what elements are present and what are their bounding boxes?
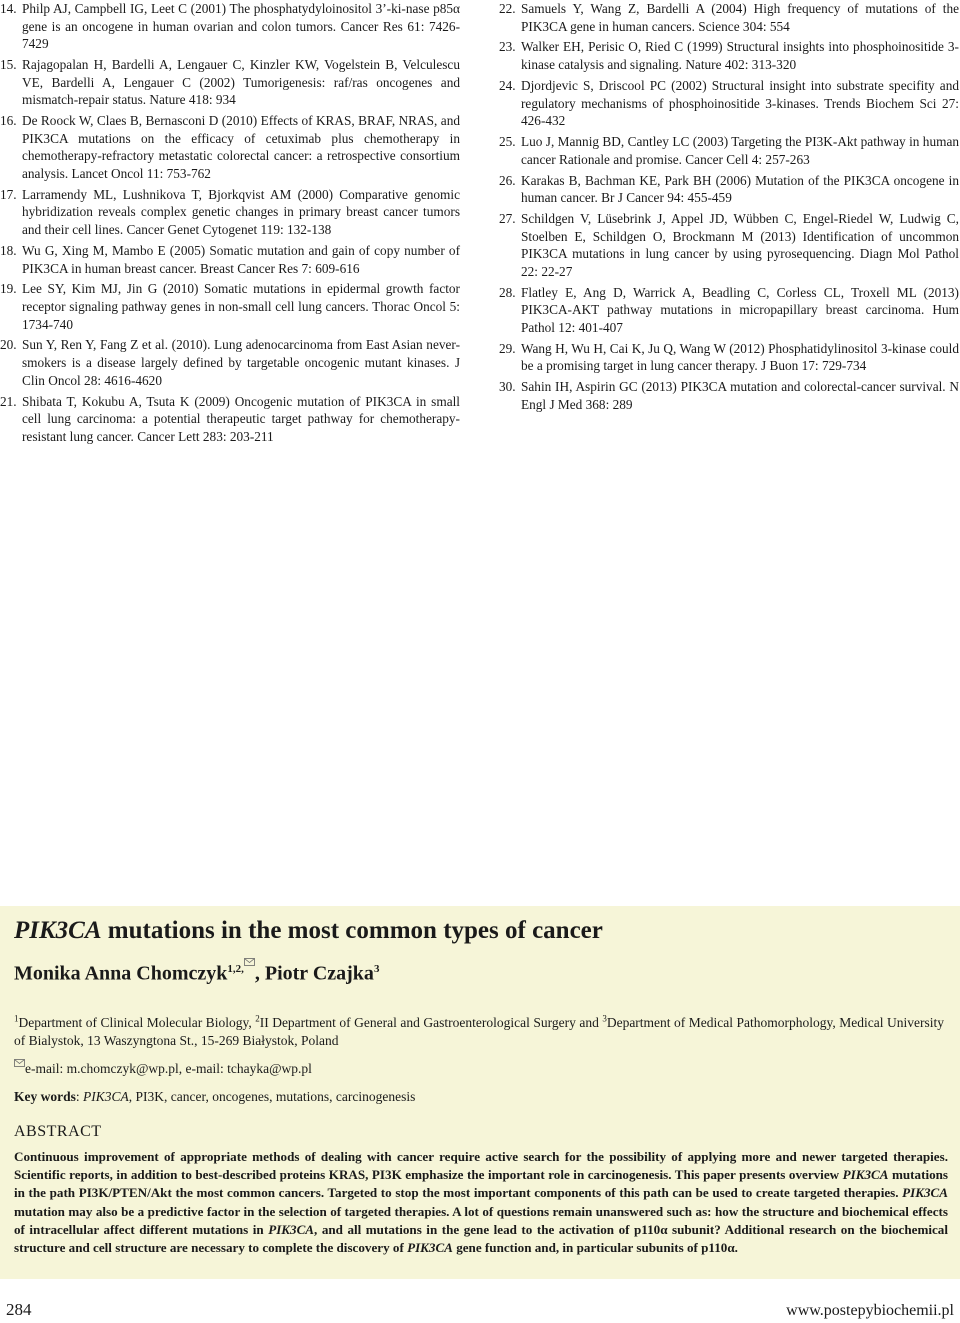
- reference-item: [499, 378, 959, 413]
- reference-text: Karakas B, Bachman KE, Park BH (2006) Mutation of the PIK3CA oncogene in human cancer. Br J Cancer 94: 455-459: [521, 172, 959, 206]
- title-gene: PIK3CA: [14, 917, 102, 944]
- reference-item: [0, 280, 460, 333]
- reference-text: Sahin IH, Aspirin GC (2013) PIK3CA mutation and colorectal-cancer survival. N Engl J Med 368: 289: [521, 379, 959, 412]
- reference-item: [0, 393, 460, 446]
- reference-text: Rajagopalan H, Bardelli A, Lengauer C, Kinzler KW, Vogelstein B, Velculescu VE, Bardelli A, Lengauer C (2002) Tumorigenesis: raf/ras oncogenes and mismatch-repair status. Nature 418: 934: [22, 57, 460, 108]
- reference-number: 30.: [499, 379, 516, 395]
- reference-item: [499, 284, 959, 337]
- affiliation-marker: 3: [602, 1013, 607, 1024]
- reference-number: 22.: [499, 1, 516, 16]
- reference-item: [0, 186, 460, 239]
- reference-item: [499, 77, 959, 130]
- email-text: e-mail: m.chomczyk@wp.pl, e-mail: tchayka@wp.pl: [25, 1061, 312, 1076]
- author-affiliation-marks: 1,2,: [227, 963, 255, 975]
- reference-text: Shibata T, Kokubu A, Tsuta K (2009) Oncogenic mutation of PIK3CA in small cell lung carcinoma: a potential therapeutic target pathway for chemotherapy-resistant lung cancer. Cancer Lett 283: 203-211: [22, 393, 460, 444]
- affiliation-text: Department of Clinical Molecular Biology,: [18, 1015, 256, 1030]
- reference-item: [499, 0, 959, 35]
- article-abstract-box: [0, 906, 960, 1279]
- affiliations: [14, 1014, 944, 1050]
- author-affiliation-marks: 3: [373, 963, 380, 975]
- affiliation-text: II Department of General and Gastroenterological Surgery and: [259, 1015, 603, 1030]
- reference-item: [0, 112, 460, 182]
- reference-item: [499, 133, 959, 168]
- reference-text: Samuels Y, Wang Z, Bardelli A (2004) High frequency of mutations of the PIK3CA gene in human cancers. Science 304: 554: [521, 1, 959, 34]
- reference-text: De Roock W, Claes B, Bernasconi D (2010) Effects of KRAS, BRAF, NRAS, and PIK3CA mutations on the efficacy of cetuximab plus chemotherapy in chemotherapy-refractory metastatic colorectal cancer: a retrospective consortium analysis. Lancet Oncol 11: 753-762: [22, 113, 460, 181]
- reference-number: 18.: [0, 242, 17, 258]
- reference-number: 27.: [499, 211, 516, 227]
- reference-text: Flatley E, Ang D, Warrick A, Beadling C, Corless CL, Troxell ML (2013) PIK3CA-AKT pathway mutations in micropapillary breast carcinoma. Hum Pathol 12: 401-407: [521, 284, 959, 335]
- abstract-heading: ABSTRACT: [14, 1123, 102, 1140]
- reference-number: 25.: [499, 134, 516, 150]
- reference-number: 20.: [0, 337, 17, 353]
- references-right-column: [499, 0, 959, 417]
- reference-number: 29.: [499, 340, 516, 356]
- reference-item: [499, 172, 959, 207]
- reference-number: 21.: [0, 393, 17, 409]
- reference-text: Larramendy ML, Lushnikova T, Bjorkqvist AM (2000) Comparative genomic hybridization reveals complex genetic changes in primary breast cancer tumors and their cell lines. Cancer Genet Cytogenet 119: 132-138: [22, 186, 460, 238]
- reference-number: 19.: [0, 281, 17, 297]
- reference-text: Sun Y, Ren Y, Fang Z et al. (2010). Lung adenocarcinoma from East Asian never-smokers is a disease largely defined by targetable oncogenic mutant kinases. J Clin Oncol 28: 4616-4620: [22, 337, 460, 388]
- reference-item: [499, 38, 959, 73]
- reference-item: [0, 0, 460, 53]
- reference-number: 23.: [499, 39, 516, 55]
- page-number: 284: [6, 1300, 32, 1319]
- reference-text: Lee SY, Kim MJ, Jin G (2010) Somatic mutations in epidermal growth factor receptor signaling pathway genes in non-small cell lung cancers. Thorac Oncol 5: 1734-740: [22, 281, 460, 332]
- contact-emails: [14, 1059, 312, 1078]
- keywords-list: , PI3K, cancer, oncogenes, mutations, carcinogenesis: [128, 1089, 416, 1104]
- keywords-label: Key words: [14, 1089, 76, 1104]
- journal-website: www.postepybiochemii.pl: [786, 1302, 954, 1319]
- reference-number: 28.: [499, 284, 516, 300]
- reference-text: Wu G, Xing M, Mambo E (2005) Somatic mutation and gain of copy number of PIK3CA in human breast cancer. Breast Cancer Res 7: 609-616: [22, 242, 460, 276]
- references-left-column: [0, 0, 460, 449]
- reference-number: 26.: [499, 172, 516, 188]
- author-separator: ,: [254, 962, 265, 985]
- article-title: [14, 916, 603, 946]
- reference-item: [499, 340, 959, 375]
- reference-text: Wang H, Wu H, Cai K, Ju Q, Wang W (2012) Phosphatidylinositol 3-kinase could be a promising target in lung cancer therapy. J Buon 17: 729-734: [521, 340, 959, 374]
- reference-text: Luo J, Mannig BD, Cantley LC (2003) Targeting the PI3K-Akt pathway in human cancer Rationale and promise. Cancer Cell 4: 257-263: [521, 134, 959, 167]
- affiliation-marker: 1: [14, 1013, 19, 1024]
- affiliation-text: Department of Medical Pathomorphology, Medical University of Bialystok, 13 Waszyngtona St., 15-269 Białystok, Poland: [14, 1015, 944, 1048]
- author-name: Piotr Czajka: [264, 962, 374, 985]
- keywords-line: Key words: PIK3CA, PI3K, cancer, oncogenes, mutations, carcinogenesis: [14, 1089, 416, 1104]
- reference-text: Walker EH, Perisic O, Ried C (1999) Structural insights into phosphoinositide 3-kinase catalysis and signaling. Nature 402: 313-320: [521, 39, 959, 73]
- abstract-text: Continuous improvement of appropriate methods of dealing with cancer require active search for the possibility of applying more and newer targeted therapies. Scientific reports, in addition to best-described proteins KRAS, PI3K emphasize the important role in carcinogenesis. This paper presents overview PIK3CA mutations in the path PI3K/PTEN/Akt the most common cancers. Targeted to stop the most important components of this path can be used to create targeted therapies. PIK3CA mutation may also be a predictive factor in the selection of targeted therapies. A lot of questions remain unanswered such as: how the structure and biochemical effects of intracellular affect different mutations in PIK3CA, and all mutations in the gene lead to the activation of p110α subunit? Additional research on the biochemical structure and cell structure are necessary to complete the discovery of PIK3CA gene function and, in particular subunits of p110α.: [14, 1149, 949, 1256]
- reference-text: Philp AJ, Campbell IG, Leet C (2001) The phosphatydyloinositol 3’-ki-nase p85α gene is an oncogene in human ovarian and colon tumors. Cancer Res 61: 7426-7429: [22, 1, 460, 52]
- title-rest: mutations in the most common types of cancer: [101, 917, 603, 944]
- envelope-icon: [244, 958, 255, 966]
- reference-item: [0, 56, 460, 109]
- reference-number: 14.: [0, 1, 17, 16]
- authors-line: [14, 958, 379, 987]
- envelope-icon: [14, 1059, 25, 1067]
- reference-text: Djordjevic S, Driscool PC (2002) Structural insight into substrate specifity and regulatory mechanisms of phosphoinositide 3-kinases. Trends Biochem Sci 27: 426-432: [521, 77, 959, 129]
- affiliation-marker: 2: [255, 1013, 260, 1024]
- reference-item: [0, 242, 460, 277]
- reference-item: [0, 336, 460, 389]
- reference-text: Schildgen V, Lüsebrink J, Appel JD, Wübben C, Engel-Riedel W, Ludwig C, Stoelben E, Schildgen O, Brockmann M (2013) Identification of uncommon PIK3CA mutations in lung cancer by using pyrosequencing. Diagn Mol Pathol 22: 22-27: [521, 211, 959, 279]
- keyword-gene: PIK3CA: [83, 1089, 129, 1104]
- reference-number: 17.: [0, 186, 17, 202]
- reference-number: 16.: [0, 113, 17, 129]
- author-name: Monika Anna Chomczyk: [14, 962, 228, 985]
- reference-number: 15.: [0, 57, 17, 73]
- reference-item: [499, 210, 959, 280]
- reference-number: 24.: [499, 77, 516, 93]
